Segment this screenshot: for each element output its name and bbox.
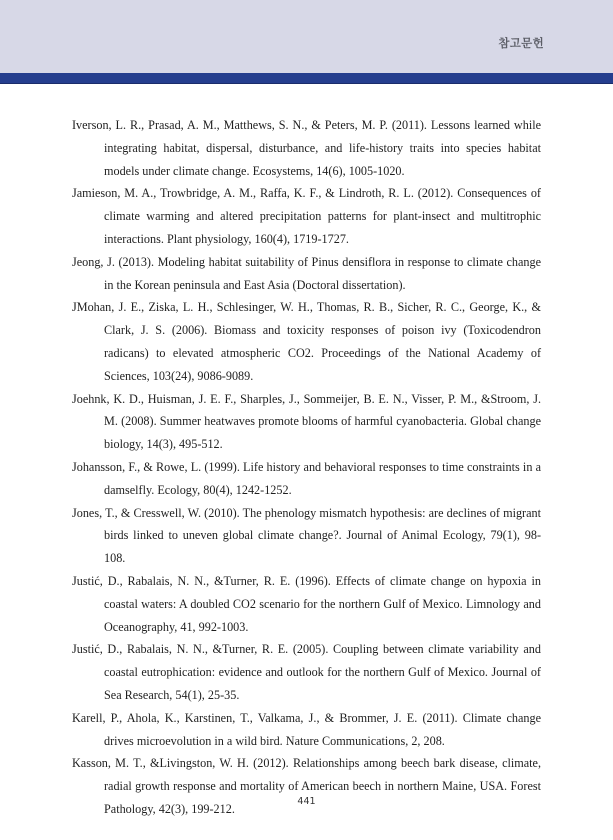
header-rule [0, 73, 613, 84]
reference-entry: Kasson, M. T., &Livingston, W. H. (2012). Relationships among beech bark disease, climate, radial growth response and mortality of American beech in northern Maine, USA. Forest Pathology, 42(3), 199-212. [72, 756, 541, 816]
reference-entry: Karell, P., Ahola, K., Karstinen, T., Valkama, J., & Brommer, J. E. (2011). Climate change drives microevolution in a wild bird. Nature Communications, 2, 208. [72, 710, 541, 748]
reference-entry: Iverson, L. R., Prasad, A. M., Matthews, S. N., & Peters, M. P. (2011). Lessons learned while integrating habitat, dispersal, disturbance, and life-history traits into species habitat models under climate change. Ecosystems, 14(6), 1005-1020. [72, 118, 541, 178]
reference-list [72, 114, 541, 821]
reference-entry: Jeong, J. (2013). Modeling habitat suitability of Pinus densiflora in response to climate change in the Korean peninsula and East Asia (Doctoral dissertation). [72, 254, 541, 292]
reference-entry: Jones, T., & Cresswell, W. (2010). The phenology mismatch hypothesis: are declines of migrant birds linked to uneven global climate change?. Journal of Animal Ecology, 79(1), 98-108. [72, 505, 541, 566]
reference-entry: Justić, D., Rabalais, N. N., &Turner, R. E. (2005). Coupling between climate variability and coastal eutrophication: evidence and outlook for the northern Gulf of Mexico. Journal of Sea Research, 54(1), 25-35. [72, 642, 541, 702]
reference-entry: Joehnk, K. D., Huisman, J. E. F., Sharples, J., Sommeijer, B. E. N., Visser, P. M., &Stroom, J. M. (2008). Summer heatwaves promote blooms of harmful cyanobacteria. Global change biology, 14(3), 495-512. [72, 391, 541, 452]
reference-entry: Jamieson, M. A., Trowbridge, A. M., Raffa, K. F., & Lindroth, R. L. (2012). Consequences of climate warming and altered precipitation patterns for plant-insect and multitrophic interactions. Plant physiology, 160(4), 1719-1727. [72, 186, 541, 246]
header-band [0, 0, 613, 73]
section-title: 참고문헌 [498, 36, 544, 50]
reference-entry: Johansson, F., & Rowe, L. (1999). Life history and behavioral responses to time constraints in a damselfly. Ecology, 80(4), 1242-1252. [72, 459, 541, 497]
reference-entry: JMohan, J. E., Ziska, L. H., Schlesinger, W. H., Thomas, R. B., Sicher, R. C., George, K., & Clark, J. S. (2006). Biomass and toxicity responses of poison ivy (Toxicodendron radicans) to elevated atmospheric CO2. Proceedings of the National Academy of Sciences, 103(24), 9086-9089. [72, 300, 541, 383]
page-number: 441 [297, 796, 316, 807]
reference-entry: Justić, D., Rabalais, N. N., &Turner, R. E. (1996). Effects of climate change on hypoxia in coastal waters: A doubled CO2 scenario for the northern Gulf of Mexico. Limnology and Oceanography, 41, 992-1003. [72, 573, 541, 634]
